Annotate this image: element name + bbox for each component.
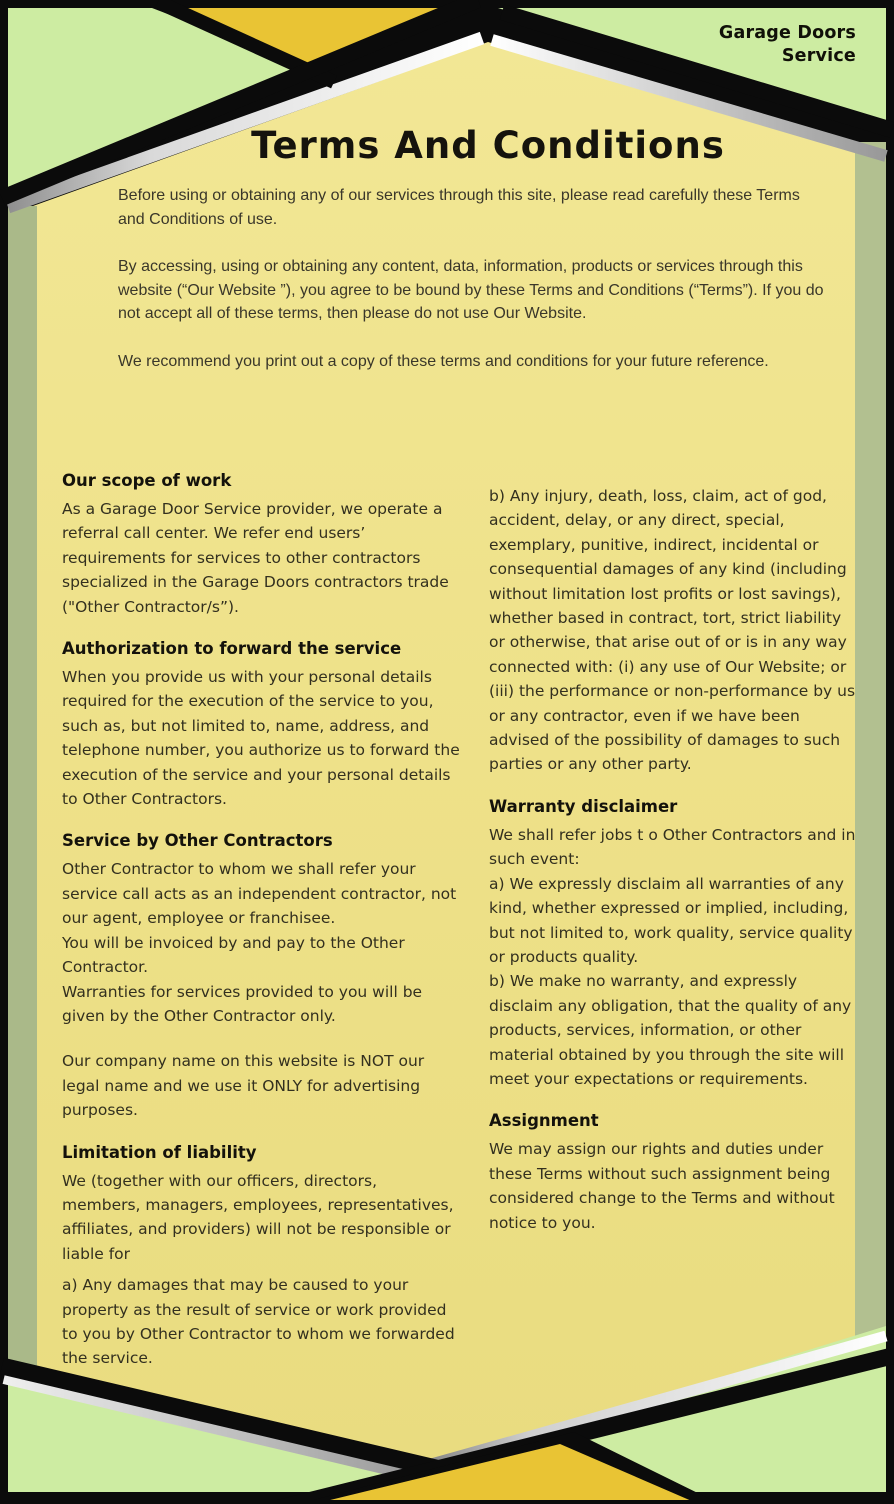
section-paragraph: Other Contractor to whom we shall refer your service call acts as an independent contractor, not our agent, employee or franchisee. (62, 860, 457, 928)
section-heading: Assignment (489, 1111, 599, 1131)
intro-paragraph: By accessing, using or obtaining any content, data, information, products or services through this website (“Our Website ”), you agree to be bound by these Terms and Conditions (“Terms”). If you do not accept all of these terms, then please do not use Our Website. (118, 258, 824, 323)
section-paragraph: Warranties for services provided to you will be given by the Other Contractor only. (62, 982, 423, 1025)
section-service-by-other-contractors (62, 830, 460, 1122)
section-limitation-of-liability (62, 1142, 460, 1371)
section-paragraph: We may assign our rights and duties under these Terms without such assignment being considered change to the Terms and without notice to you. (489, 1140, 835, 1232)
left-column (62, 470, 460, 1371)
brand-name (596, 22, 856, 68)
section-paragraph: b) Any injury, death, loss, claim, act of god, accident, delay, or any direct, special, exemplary, punitive, indirect, incidental or consequential damages of any kind (including without limitation lost profits or lost savings), whether based in contract, tort, strict liability or otherwise, that arise out of or is in any way connected with: (i) any use of Our Website; or (iii) the performance or non-performance by us or any contractor, even if we have been advised of the possibility of damages to such parties or any other party. (489, 487, 856, 774)
section-paragraph: You will be invoiced by and pay to the Other Contractor. (62, 933, 405, 977)
section-paragraph: Our company name on this website is NOT our legal name and we use it ONLY for advertising purposes. (62, 1052, 425, 1120)
section-authorization (62, 638, 460, 811)
section-paragraph: We (together with our officers, directors, members, managers, employees, representatives, affiliates, and providers) will not be responsible or liable for (62, 1171, 454, 1263)
sage-strip-right (855, 142, 886, 1340)
section-heading: Limitation of liability (62, 1142, 257, 1162)
section-assignment (489, 1110, 857, 1235)
section-heading: Our scope of work (62, 471, 232, 490)
section-heading: Authorization to forward the service (62, 639, 402, 659)
section-paragraph: We shall refer jobs t o Other Contractors and in such event: (489, 825, 856, 869)
section-warranty-disclaimer (489, 796, 857, 1091)
intro-paragraph: We recommend you print out a copy of these terms and conditions for your future reference. (118, 352, 769, 370)
brand-line-1: Garage Doors (718, 23, 856, 43)
section-paragraph: As a Garage Door Service provider, we operate a referral call center. We refer end users’ requirements for services to other contractors specialized in the Garage Doors contractors trade ("Other Contractor/s”). (62, 500, 449, 616)
intro-paragraph: Before using or obtaining any of our services through this site, please read carefully these Terms and Conditions of use. (118, 187, 800, 228)
section-paragraph: a) We expressly disclaim all warranties of any kind, whether expressed or implied, including, but not limited to, work quality, service quality or products quality. (489, 874, 853, 966)
section-paragraph: When you provide us with your personal details required for the execution of the service to you, such as, but not limited to, name, address, and telephone number, you authorize us to forward the execution of the service and your personal details to Other Contractors. (62, 668, 460, 809)
section-paragraph: a) Any damages that may be caused to your property as the result of service or work provided to you by Other Contractor to whom we forwarded the service. (62, 1276, 455, 1368)
section-scope-of-work (62, 470, 460, 619)
intro-block (118, 184, 824, 398)
page-title: Terms And Conditions (251, 124, 725, 167)
section-liability-continued (489, 470, 857, 777)
right-column (489, 470, 857, 1235)
sage-strip-left (8, 206, 37, 1386)
section-paragraph: b) We make no warranty, and expressly disclaim any obligation, that the quality of any products, services, information, or other material obtained by you through the site will meet your expectations or requirements. (489, 972, 852, 1088)
section-heading: Warranty disclaimer (489, 796, 678, 816)
section-heading: Service by Other Contractors (62, 831, 333, 851)
brand-line-2: Service (781, 46, 856, 66)
